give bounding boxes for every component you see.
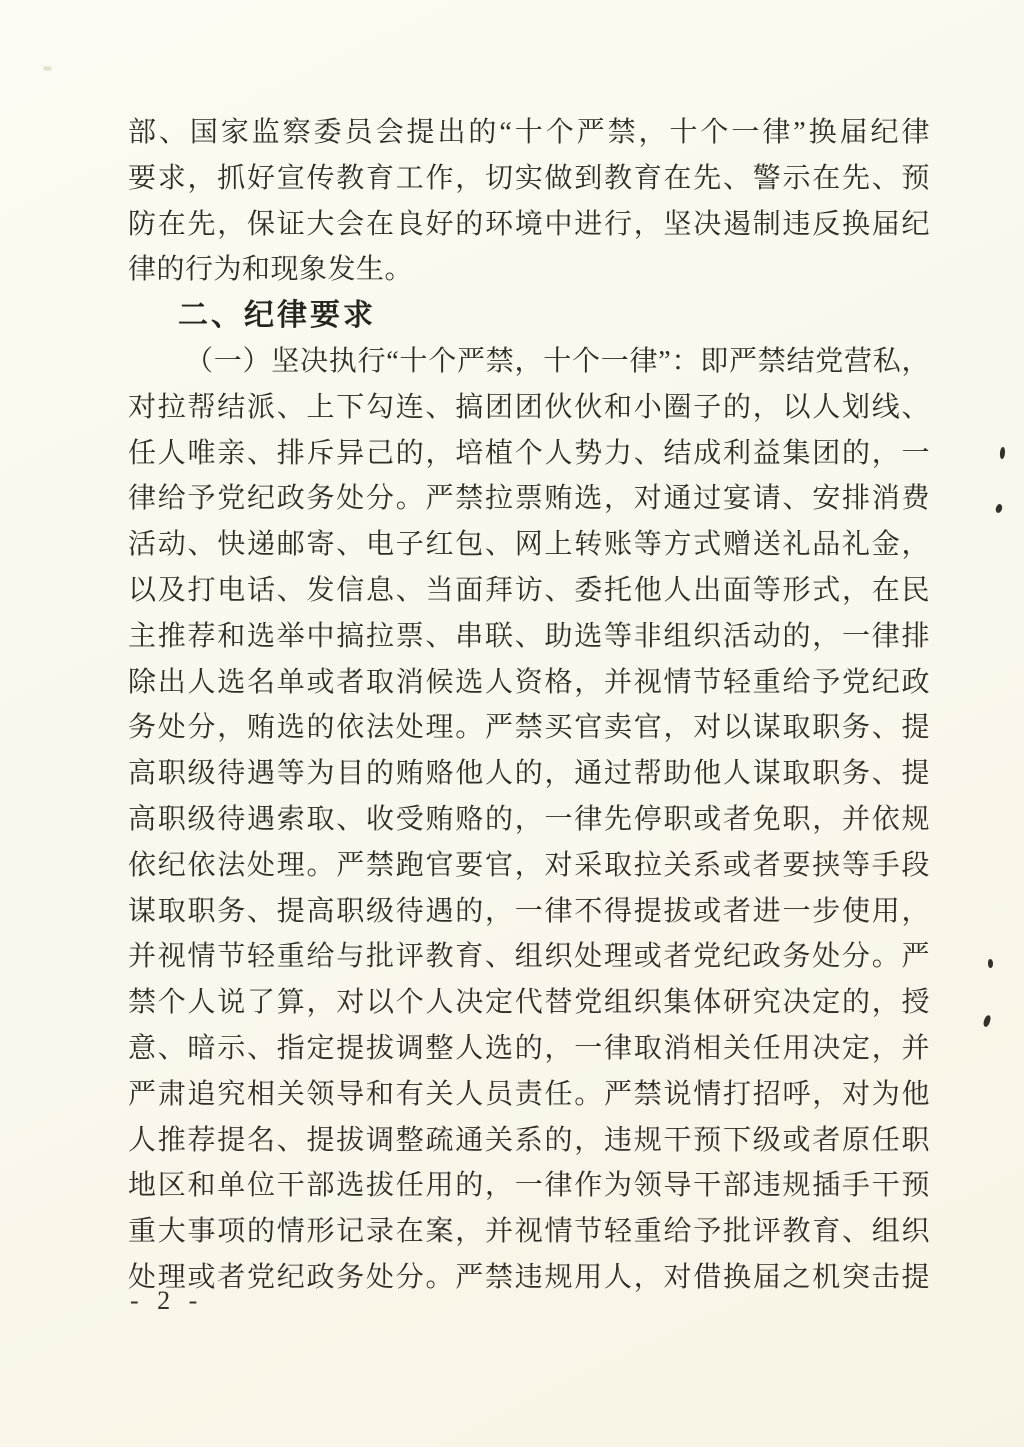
text-line: 谋取职务、提高职级待遇的，一律不得提拔或者进一步使用， <box>128 895 930 927</box>
text-line: 并视情节轻重给与批评教育、组织处理或者党纪政务处分。严 <box>128 941 930 973</box>
text-line: 地区和单位干部选拔任用的，一律作为领导干部违规插手干预 <box>128 1170 930 1202</box>
text-line: 部、国家监察委员会提出的“十个严禁，十个一律”换届纪律 <box>128 117 930 148</box>
document-body <box>128 110 930 1301</box>
page-number: - 2 - <box>130 1286 204 1315</box>
text-line: （一）坚决执行“十个严禁，十个一律”：即严禁结党营私， <box>185 345 930 377</box>
scan-artifact <box>983 1014 992 1027</box>
text-line: 务处分，贿选的依法处理。严禁买官卖官，对以谋取职务、提 <box>128 712 930 744</box>
text-line: 任人唯亲、排斥异己的，培植个人势力、结成利益集团的，一 <box>128 437 930 469</box>
scan-artifact <box>43 66 52 71</box>
text-line: 依纪依法处理。严禁跑官要官，对采取拉关系或者要挟等手段 <box>128 849 930 881</box>
text-line: 主推荐和选举中搞拉票、串联、助选等非组织活动的，一律排 <box>128 620 930 652</box>
text-line: 要求，抓好宣传教育工作，切实做到教育在先、警示在先、预 <box>128 162 930 194</box>
text-line: 重大事项的情形记录在案，并视情节轻重给予批评教育、组织 <box>128 1216 930 1248</box>
text-line: 意、暗示、指定提拔调整人选的，一律取消相关任用决定，并 <box>128 1032 930 1064</box>
scan-artifact <box>988 959 993 968</box>
text-line: 律给予党纪政务处分。严禁拉票贿选，对通过宴请、安排消费 <box>128 483 930 515</box>
text-line: 高职级待遇索取、收受贿赂的，一律先停职或者免职，并依规 <box>128 803 930 835</box>
text-line: 以及打电话、发信息、当面拜访、委托他人出面等形式，在民 <box>128 574 930 606</box>
text-line: 律的行为和现象发生。 <box>128 254 414 286</box>
scan-artifact <box>999 447 1005 459</box>
text-line: 人推荐提名、提拔调整疏通关系的，违规干预下级或者原任职 <box>128 1124 930 1156</box>
text-line: 防在先，保证大会在良好的环境中进行，坚决遏制违反换届纪 <box>128 208 930 240</box>
text-line: 严肃追究相关领导和有关人员责任。严禁说情打招呼，对为他 <box>128 1078 930 1110</box>
scan-artifact <box>995 503 1004 514</box>
text-line: 活动、快递邮寄、电子红包、网上转账等方式赠送礼品礼金， <box>128 529 930 561</box>
text-line: 除出人选名单或者取消候选人资格，并视情节轻重给予党纪政 <box>128 666 930 698</box>
text-line: 禁个人说了算，对以个人决定代替党组织集体研究决定的，授 <box>128 987 930 1019</box>
text-line: 处理或者党纪政务处分。严禁违规用人，对借换届之机突击提 <box>128 1261 930 1293</box>
section-heading: 二、纪律要求 <box>178 299 376 333</box>
text-line: 高职级待遇等为目的贿赂他人的，通过帮助他人谋取职务、提 <box>128 758 930 790</box>
text-line: 对拉帮结派、上下勾连、搞团团伙伙和小圈子的，以人划线、 <box>128 391 930 423</box>
